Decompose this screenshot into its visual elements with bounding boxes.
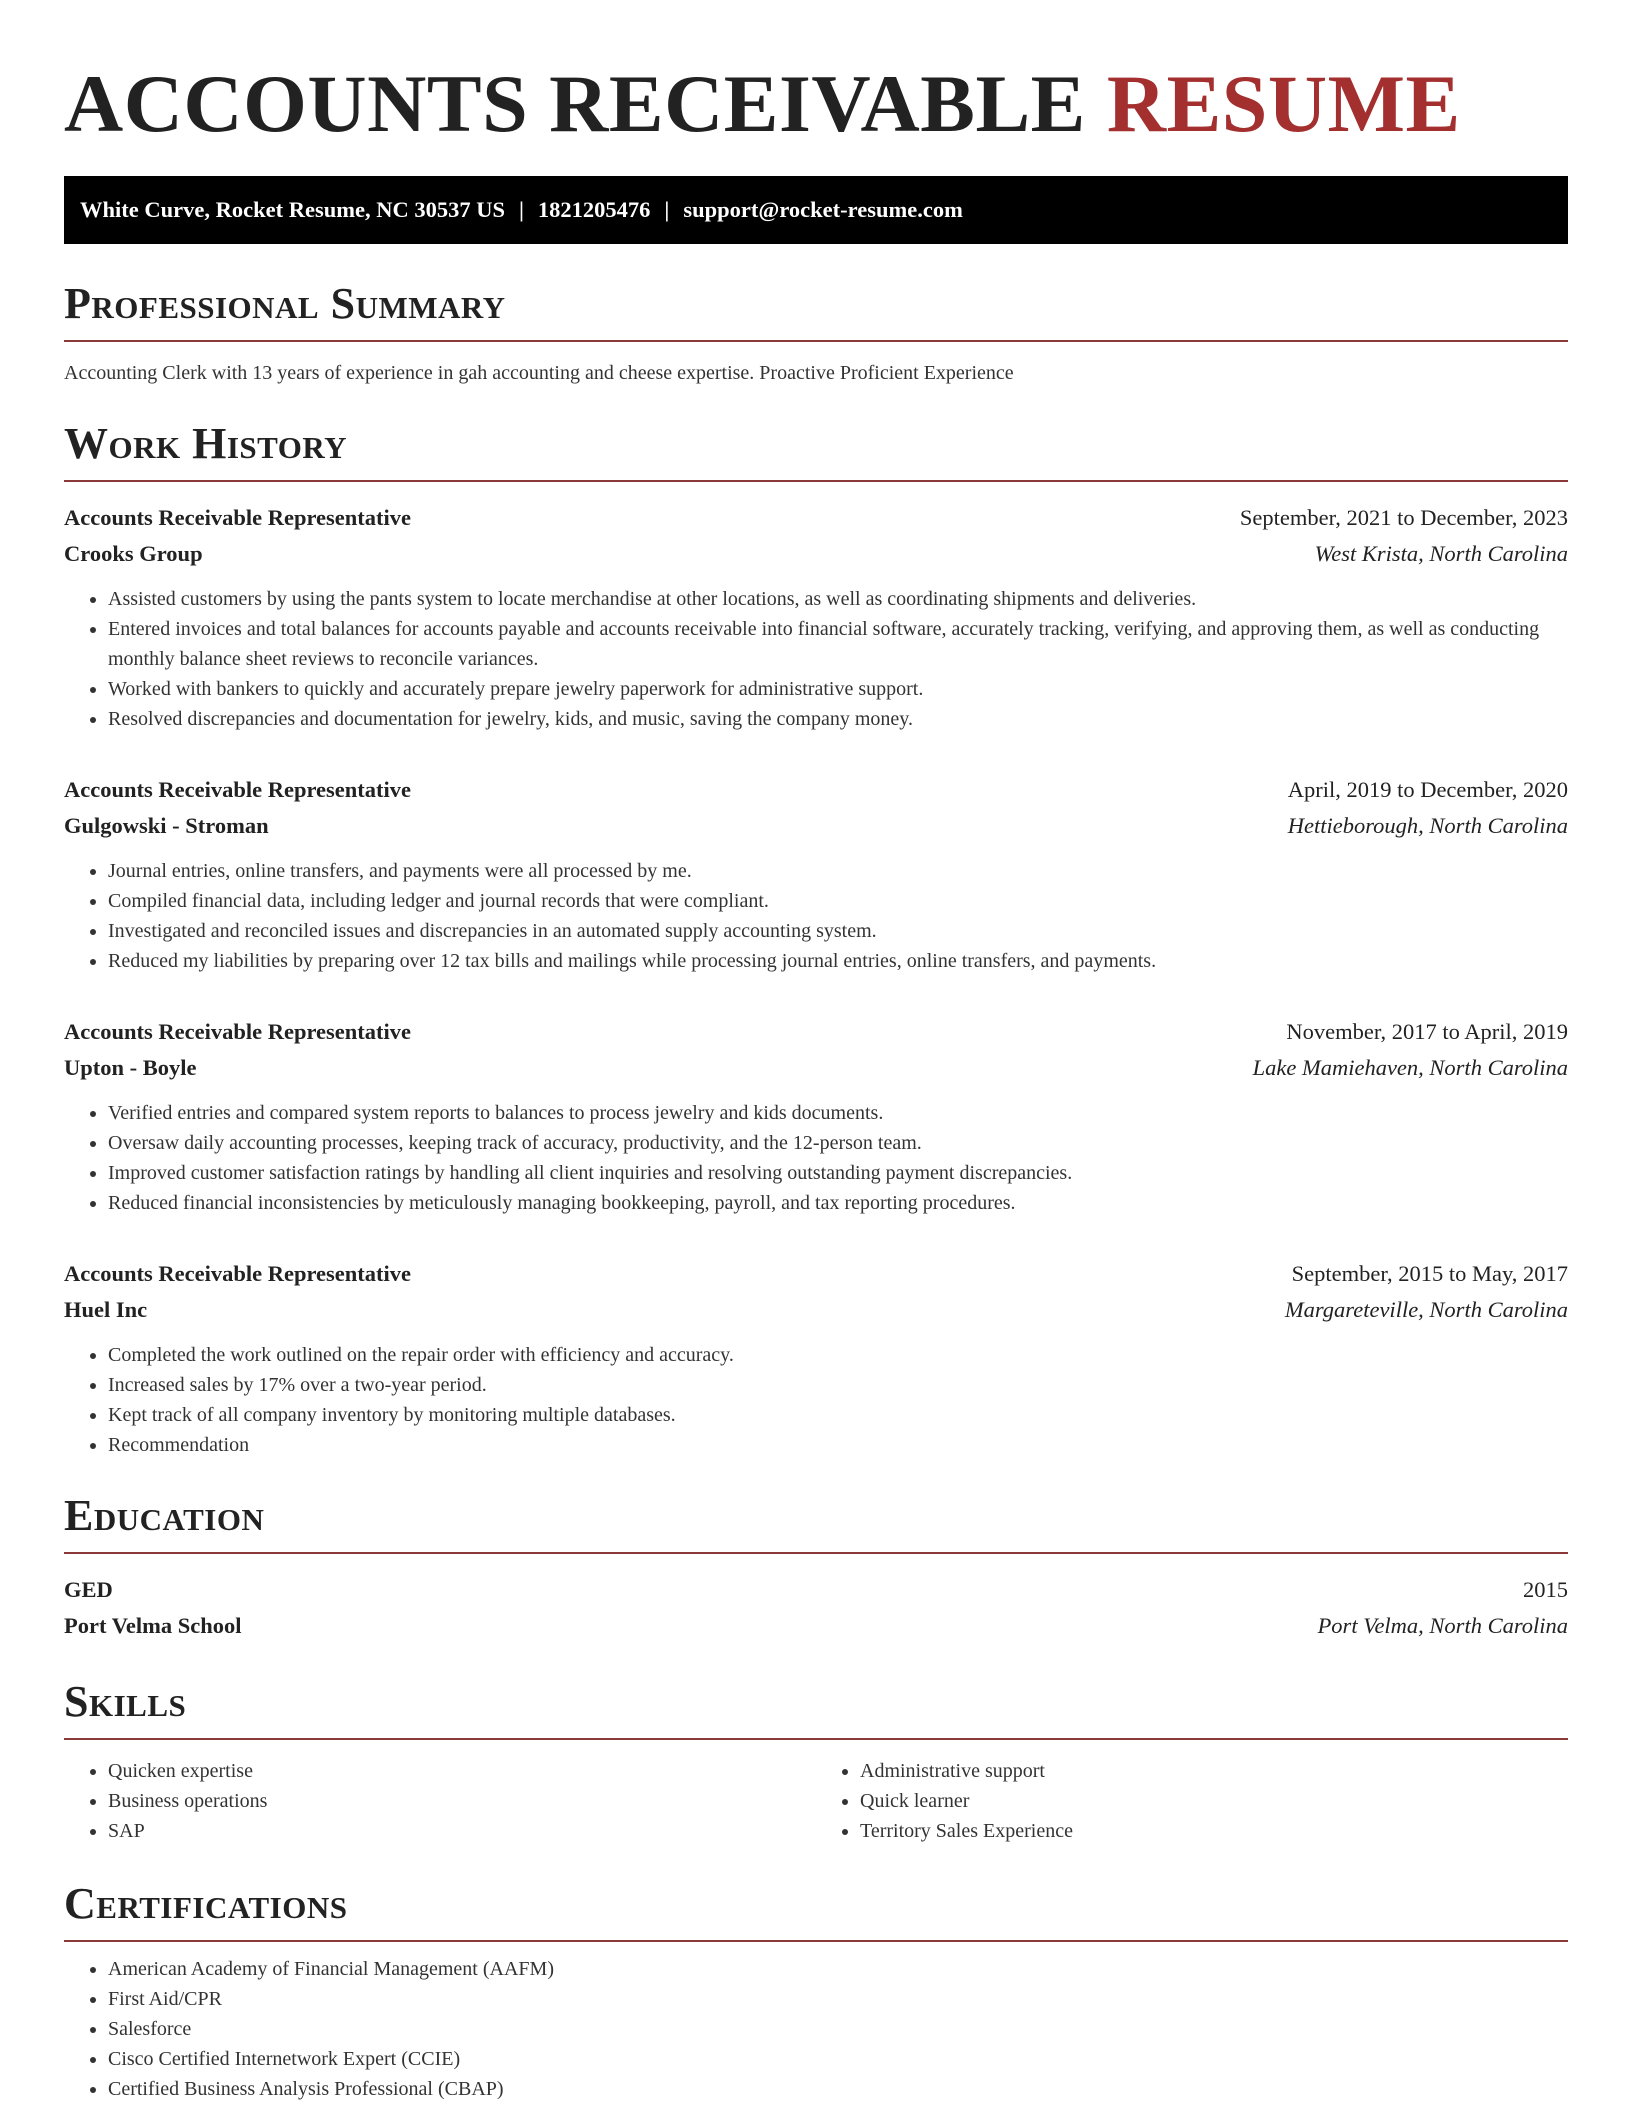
skills-heading: Skills xyxy=(64,1677,187,1726)
job-bullets xyxy=(64,856,1568,976)
contact-separator: | xyxy=(664,197,670,222)
contact-email: support@rocket-resume.com xyxy=(683,197,963,222)
certification-item: • American Academy of Financial Management (AAFM) xyxy=(108,1954,1568,1984)
job-bullet: • Resolved discrepancies and documentation for jewelry, kids, and music, saving the company money. xyxy=(108,704,1568,734)
contact-bar xyxy=(64,176,1568,244)
job-role: Accounts Receivable Representative xyxy=(64,1019,412,1044)
job-location: Margareteville, North Carolina xyxy=(1284,1297,1568,1322)
job-company: Crooks Group xyxy=(64,541,203,566)
section-divider xyxy=(64,340,1568,342)
job-bullet: • Completed the work outlined on the repair order with efficiency and accuracy. xyxy=(108,1340,1568,1370)
work-history-heading: Work History xyxy=(64,419,348,468)
skill-item: • Business operations xyxy=(108,1786,816,1816)
skill-item: • SAP xyxy=(108,1816,816,1846)
resume-title-main: ACCOUNTS RECEIVABLE xyxy=(64,58,1086,149)
job-dates: November, 2017 to April, 2019 xyxy=(1286,1019,1568,1044)
job-role: Accounts Receivable Representative xyxy=(64,777,412,802)
job-company: Upton - Boyle xyxy=(64,1055,197,1080)
job-bullet: • Oversaw daily accounting processes, keeping track of accuracy, productivity, and the 12-person team. xyxy=(108,1128,1568,1158)
job-entry xyxy=(64,1014,1568,1218)
certification-item: • Certified Business Analysis Professional (CBAP) xyxy=(108,2074,1568,2104)
certifications-section xyxy=(64,1876,1568,2104)
summary-section xyxy=(64,276,1568,388)
certifications-list xyxy=(64,1954,1568,2104)
job-bullets xyxy=(64,1098,1568,1218)
job-entry xyxy=(64,500,1568,734)
education-degree: GED xyxy=(64,1577,113,1602)
job-company: Huel Inc xyxy=(64,1297,148,1322)
contact-address: White Curve, Rocket Resume, NC 30537 US xyxy=(80,197,505,222)
job-dates: April, 2019 to December, 2020 xyxy=(1287,777,1568,802)
certification-item: • First Aid/CPR xyxy=(108,1984,1568,2014)
resume-title xyxy=(64,0,1568,150)
work-history-section xyxy=(64,416,1568,1460)
job-dates: September, 2015 to May, 2017 xyxy=(1291,1261,1568,1286)
job-bullet: • Kept track of all company inventory by monitoring multiple databases. xyxy=(108,1400,1568,1430)
education-heading: Education xyxy=(64,1491,265,1540)
job-bullet: • Investigated and reconciled issues and discrepancies in an automated supply accounting system. xyxy=(108,916,1568,946)
job-bullet: • Assisted customers by using the pants system to locate merchandise at other locations, as well as coordinating shipments and deliveries. xyxy=(108,584,1568,614)
resume-title-accent: RESUME xyxy=(1106,58,1461,149)
job-bullets xyxy=(64,584,1568,734)
certification-item: • Salesforce xyxy=(108,2014,1568,2044)
skill-item: • Administrative support xyxy=(860,1756,1568,1786)
section-divider xyxy=(64,1552,1568,1554)
job-bullet: • Reduced financial inconsistencies by meticulously managing bookkeeping, payroll, and tax reporting procedures. xyxy=(108,1188,1568,1218)
summary-heading: Professional Summary xyxy=(64,279,506,328)
job-location: Lake Mamiehaven, North Carolina xyxy=(1252,1055,1568,1080)
job-bullet: • Improved customer satisfaction ratings by handling all client inquiries and resolving outstanding payment discrepancies. xyxy=(108,1158,1568,1188)
job-role: Accounts Receivable Representative xyxy=(64,1261,412,1286)
skills-section xyxy=(64,1674,1568,1846)
contact-separator: | xyxy=(518,197,524,222)
job-location: Hettieborough, North Carolina xyxy=(1287,813,1568,838)
job-bullets xyxy=(64,1340,1568,1460)
skill-item: • Quick learner xyxy=(860,1786,1568,1816)
job-location: West Krista, North Carolina xyxy=(1314,541,1568,566)
section-divider xyxy=(64,480,1568,482)
job-role: Accounts Receivable Representative xyxy=(64,505,412,530)
contact-phone: 1821205476 xyxy=(537,197,651,222)
job-bullet: • Reduced my liabilities by preparing over 12 tax bills and mailings while processing journal entries, online transfers, and payments. xyxy=(108,946,1568,976)
job-bullet: • Increased sales by 17% over a two-year period. xyxy=(108,1370,1568,1400)
job-bullet: • Entered invoices and total balances for accounts payable and accounts receivable into financial software, accurately tracking, verifying, and approving them, as well as conducting monthly balance sheet reviews to reconcile variances. xyxy=(108,614,1568,674)
certification-item: • Cisco Certified Internetwork Expert (CCIE) xyxy=(108,2044,1568,2074)
job-entry xyxy=(64,772,1568,976)
education-year: 2015 xyxy=(1523,1577,1568,1602)
skill-item: • Quicken expertise xyxy=(108,1756,816,1786)
certifications-heading: Certifications xyxy=(64,1879,348,1928)
job-dates: September, 2021 to December, 2023 xyxy=(1239,505,1568,530)
section-divider xyxy=(64,1940,1568,1942)
job-bullet: • Journal entries, online transfers, and payments were all processed by me. xyxy=(108,856,1568,886)
job-bullet: • Compiled financial data, including ledger and journal records that were compliant. xyxy=(108,886,1568,916)
skills-grid xyxy=(64,1756,1568,1846)
education-school: Port Velma School xyxy=(64,1613,242,1638)
education-location: Port Velma, North Carolina xyxy=(1317,1613,1568,1638)
education-entry xyxy=(64,1572,1568,1644)
section-divider xyxy=(64,1738,1568,1740)
skills-column-right xyxy=(816,1756,1568,1846)
job-company: Gulgowski - Stroman xyxy=(64,813,269,838)
skills-column-left xyxy=(64,1756,816,1846)
job-bullet: • Verified entries and compared system reports to balances to process jewelry and kids documents. xyxy=(108,1098,1568,1128)
education-section xyxy=(64,1488,1568,1644)
skill-item: • Territory Sales Experience xyxy=(860,1816,1568,1846)
job-bullet: • Recommendation xyxy=(108,1430,1568,1460)
summary-text: Accounting Clerk with 13 years of experience in gah accounting and cheese expertise. Proactive Proficient Experience xyxy=(64,362,1014,384)
job-entry xyxy=(64,1256,1568,1460)
job-bullet: • Worked with bankers to quickly and accurately prepare jewelry paperwork for administrative support. xyxy=(108,674,1568,704)
